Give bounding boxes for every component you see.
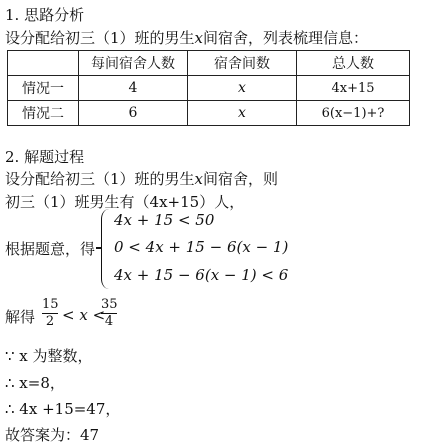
table-header-row	[8, 51, 410, 76]
fraction-lower	[42, 297, 58, 330]
system-brace-tip	[96, 247, 102, 249]
solve-label: 解得	[5, 308, 36, 326]
row-per-room: 4	[79, 76, 188, 101]
fraction-upper	[101, 297, 117, 330]
intro-var: x	[194, 29, 204, 47]
system-brace	[101, 209, 110, 289]
condition-label: 根据题意，得	[5, 240, 96, 258]
section2-line1	[5, 168, 278, 189]
row-label: 情况二	[8, 101, 79, 126]
table-header-per-room: 每间宿舍人数	[79, 51, 188, 76]
solve-middle: < x <	[62, 306, 106, 324]
section2-heading: 2. 解题过程	[5, 148, 85, 166]
table-row	[8, 76, 410, 101]
because-line: ∵ x 为整数，	[5, 347, 93, 365]
therefore-line-2: ∴ 4x +15=47，	[5, 400, 121, 418]
inequality-3: 4x + 15 − 6(x − 1) < 6	[114, 266, 289, 284]
line1-pre: 设分配给初三（1）班的男生	[5, 170, 195, 188]
fraction-upper-num: 35	[101, 297, 118, 312]
fraction-upper-den: 4	[101, 313, 117, 330]
row-rooms: x	[188, 101, 297, 126]
therefore-line-1: ∴ x=8，	[5, 374, 65, 392]
intro-post: 间宿舍，列表梳理信息：	[203, 29, 369, 47]
table-header-total: 总人数	[297, 51, 410, 76]
fraction-lower-num: 15	[42, 297, 59, 312]
line1-post: 间宿舍，则	[203, 170, 279, 188]
row-total: 4x+15	[297, 76, 410, 101]
section2-line2: 初三（1）班男生有（4x+15）人，	[5, 193, 245, 211]
row-label: 情况一	[8, 76, 79, 101]
info-table	[7, 50, 410, 126]
section1-intro	[5, 27, 368, 48]
fraction-lower-den: 2	[42, 313, 58, 330]
row-rooms: x	[188, 76, 297, 101]
intro-pre: 设分配给初三（1）班的男生	[5, 29, 195, 47]
table-header-rooms: 宿舍间数	[188, 51, 297, 76]
table-header-corner	[8, 51, 79, 76]
line1-var: x	[194, 170, 204, 188]
row-per-room: 6	[79, 101, 188, 126]
table-row	[8, 101, 410, 126]
row-total: 6(x−1)+?	[297, 101, 410, 126]
section1-heading: 1. 思路分析	[5, 6, 85, 24]
inequality-2: 0 < 4x + 15 − 6(x − 1)	[114, 238, 289, 256]
inequality-1: 4x + 15 < 50	[114, 211, 215, 229]
answer-line: 故答案为：47	[5, 426, 100, 444]
